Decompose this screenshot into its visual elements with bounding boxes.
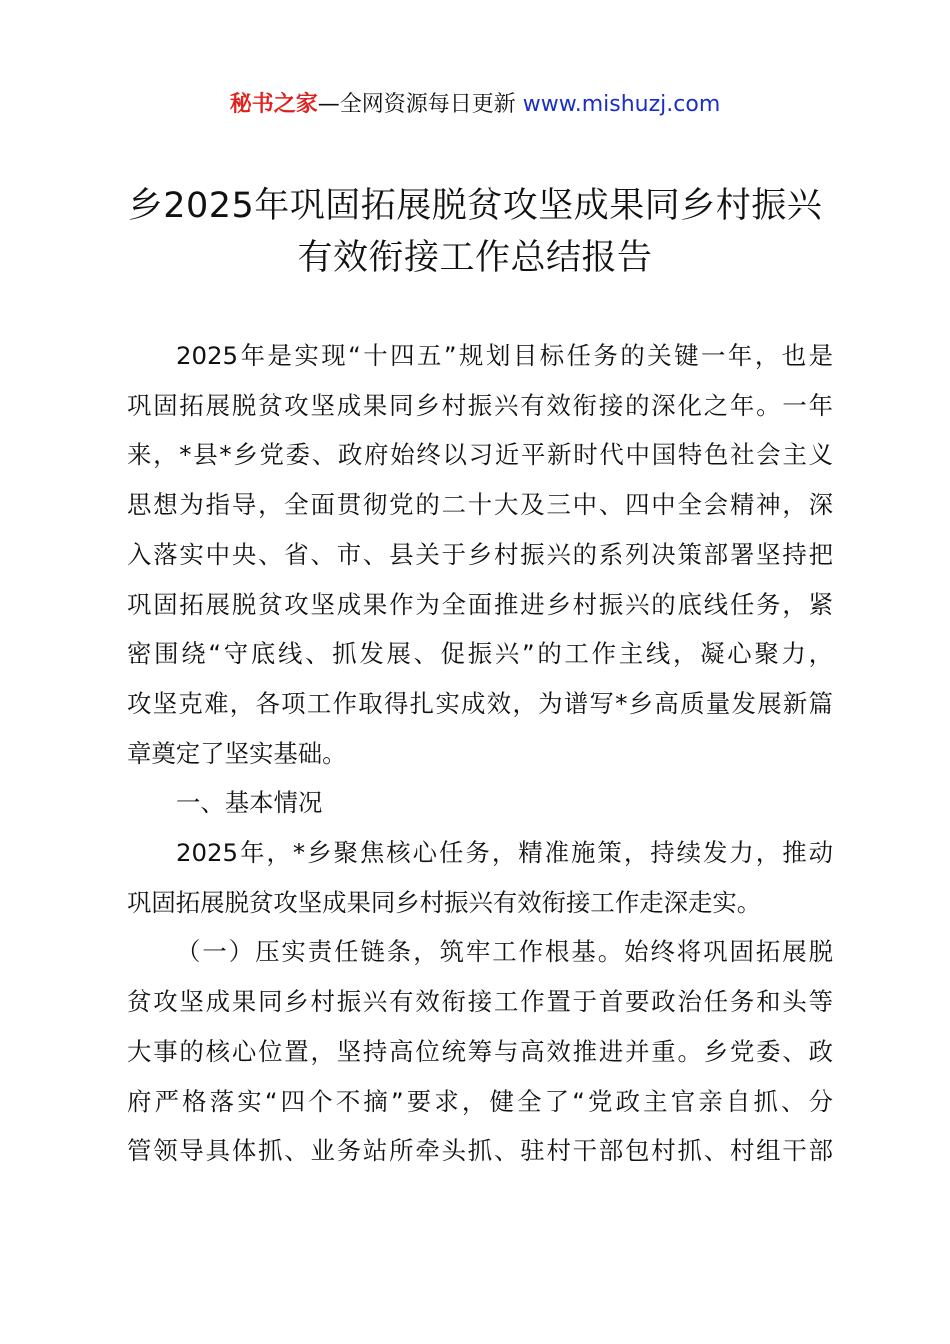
site-header	[0, 88, 950, 122]
paragraph-line: 思想为指导，全面贯彻党的二十大及三中、四中全会精神，深	[127, 490, 833, 520]
site-url-link[interactable]: www.mishuzj.com	[522, 92, 721, 117]
title-line-2: 有效衔接工作总结报告	[297, 238, 653, 278]
subsection1-paragraph	[127, 927, 833, 1176]
paragraph-line: 府严格落实“四个不摘”要求，健全了“党政主官亲自抓、分	[127, 1086, 833, 1116]
paragraph-line: 大事的核心位置，坚持高位统筹与高效推进并重。乡党委、政	[127, 1036, 833, 1066]
paragraph-line: 来，*县*乡党委、政府始终以习近平新时代中国特色社会主义	[127, 440, 833, 470]
paragraph-line: 入落实中央、省、市、县关于乡村振兴的系列决策部署坚持把	[127, 539, 833, 569]
title-line-1: 乡2025年巩固拓展脱贫攻坚成果同乡村振兴	[127, 186, 823, 226]
paragraph-line: 密围绕“守底线、抓发展、促振兴”的工作主线，凝心聚力，	[127, 639, 833, 669]
paragraph-line: 2025年，*乡聚焦核心任务，精准施策，持续发力，推动	[176, 838, 833, 868]
paragraph-line: 巩固拓展脱贫攻坚成果作为全面推进乡村振兴的底线任务，紧	[127, 589, 833, 619]
section-heading-text: 一、基本情况	[176, 788, 323, 818]
section1-paragraph	[127, 828, 833, 927]
paragraph-line: 章奠定了坚实基础。	[127, 738, 347, 768]
paragraph-line: 贫攻坚成果同乡村振兴有效衔接工作置于首要政治任务和头等	[127, 987, 833, 1017]
intro-paragraph	[127, 331, 833, 778]
section-heading	[127, 778, 833, 828]
document-title	[80, 180, 870, 284]
paragraph-line: 攻坚克难，各项工作取得扎实成效，为谱写*乡高质量发展新篇	[127, 688, 833, 718]
paragraph-line: 2025年是实现“十四五”规划目标任务的关键一年，也是	[176, 341, 833, 370]
document-body	[127, 331, 833, 1176]
brand-name: 秘书之家	[229, 92, 318, 117]
paragraph-line: 巩固拓展脱贫攻坚成果同乡村振兴有效衔接工作走深走实。	[127, 887, 762, 917]
paragraph-line: （一）压实责任链条，筑牢工作根基。始终将巩固拓展脱	[176, 937, 833, 967]
header-tagline: —全网资源每日更新	[317, 92, 516, 117]
paragraph-line: 巩固拓展脱贫攻坚成果同乡村振兴有效衔接的深化之年。一年	[127, 390, 833, 420]
paragraph-line: 管领导具体抓、业务站所牵头抓、驻村干部包村抓、村组干部	[127, 1136, 833, 1166]
